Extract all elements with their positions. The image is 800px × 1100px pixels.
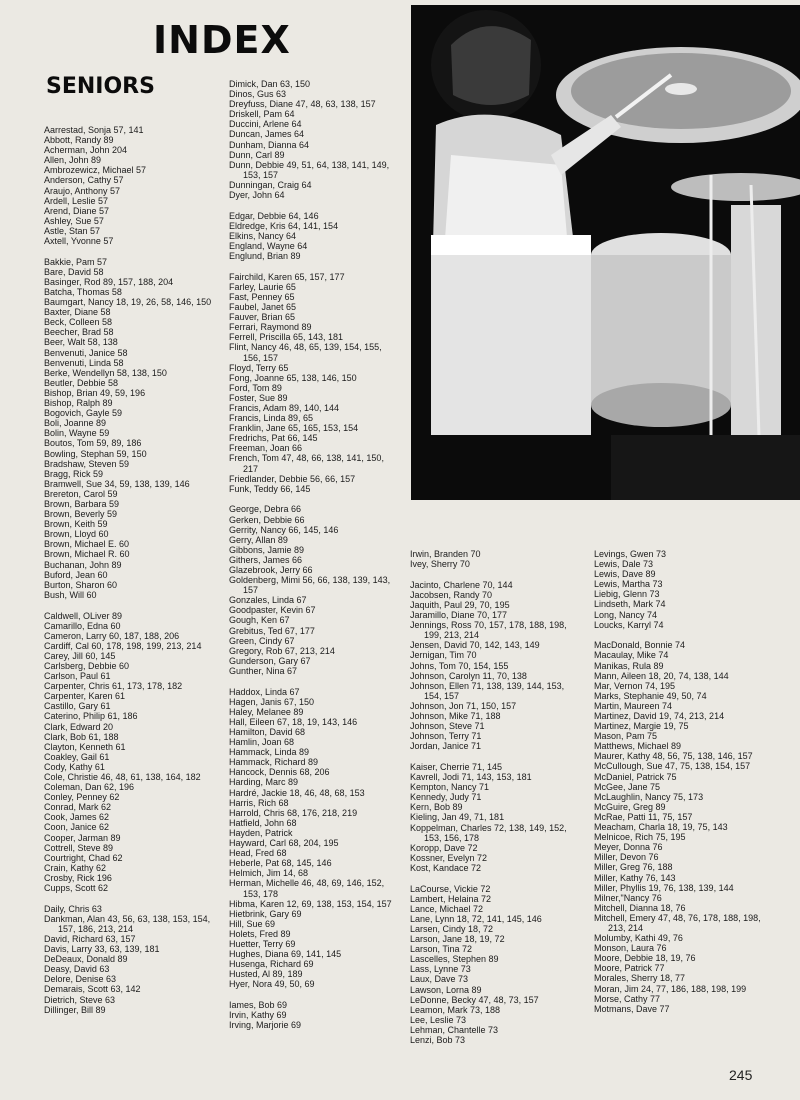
index-entry: Baumgart, Nancy 18, 19, 26, 58, 146, 150 xyxy=(44,297,212,308)
index-entry: Mason, Pam 75 xyxy=(594,731,658,742)
index-entry: Hayward, Carl 68, 204, 195 xyxy=(229,838,339,849)
index-entry: Jennings, Ross 70, 157, 178, 188, 198, 199, 213, 214 xyxy=(410,620,567,641)
index-entry: Miller, Phyllis 19, 76, 138, 139, 144 xyxy=(594,882,734,893)
index-entry: Koppelman, Charles 72, 138, 149, 152, 153, 156, 178 xyxy=(410,822,567,843)
index-entry: DeDeaux, Donald 89 xyxy=(44,954,128,965)
index-entry: LaCourse, Vickie 72 xyxy=(410,883,491,894)
index-entry: Lindseth, Mark 74 xyxy=(594,599,666,610)
index-entry: Goodpaster, Kevin 67 xyxy=(229,605,316,616)
index-entry: Kieling, Jan 49, 71, 181 xyxy=(410,812,505,823)
index-entry: Brown, Beverly 59 xyxy=(44,509,118,520)
index-entry: Dillinger, Bill 89 xyxy=(44,1004,106,1015)
index-entry: Dunningan, Craig 64 xyxy=(229,179,312,190)
index-column-4 xyxy=(594,549,766,1014)
letter-group-gap xyxy=(594,630,766,641)
index-entry: Gerry, Allan 89 xyxy=(229,534,288,545)
letter-group-gap xyxy=(410,569,580,580)
index-entry: Liebig, Glenn 73 xyxy=(594,589,660,600)
index-entry: Hayden, Patrick xyxy=(229,827,293,838)
index-entry: Crain, Kathy 62 xyxy=(44,862,107,873)
index-entry: Johnson, Carolyn 11, 70, 138 xyxy=(410,670,527,681)
index-entry: McGee, Jane 75 xyxy=(594,781,661,792)
index-entry: McRae, Patti 11, 75, 157 xyxy=(594,811,693,822)
index-entry: Anderson, Cathy 57 xyxy=(44,175,124,186)
index-entry: Cooper, Jarman 89 xyxy=(44,832,121,843)
index-entry: LeDonne, Becky 47, 48, 73, 157 xyxy=(410,994,539,1005)
index-entry: Acherman, John 204 xyxy=(44,145,128,156)
index-entry: Kaiser, Cherrie 71, 145 xyxy=(410,761,503,772)
index-entry: Hancock, Dennis 68, 206 xyxy=(229,767,330,778)
index-entry: Bradshaw, Steven 59 xyxy=(44,458,130,469)
index-entry: Delore, Denise 63 xyxy=(44,974,117,985)
index-entry: Berke, Wendellyn 58, 138, 150 xyxy=(44,367,167,378)
index-entry: Aarrestad, Sonja 57, 141 xyxy=(44,125,144,135)
index-entry: Foster, Sue 89 xyxy=(229,392,288,403)
letter-group-gap xyxy=(44,600,216,611)
index-entry: Hietbrink, Gary 69 xyxy=(229,908,302,919)
index-entry: Ferrari, Raymond 89 xyxy=(229,322,312,333)
index-entry: Lascelles, Stephen 89 xyxy=(410,954,499,965)
index-entry: Camarillo, Edna 60 xyxy=(44,620,121,631)
index-entry: Kost, Kandace 72 xyxy=(410,862,482,873)
index-entry: Macaulay, Mike 74 xyxy=(594,650,669,661)
letter-group-gap xyxy=(410,751,580,762)
index-entry: Cupps, Scott 62 xyxy=(44,883,109,894)
index-entry: Hill, Sue 69 xyxy=(229,918,276,929)
index-entry: Lambert, Helaina 72 xyxy=(410,893,492,904)
index-entry: Ford, Tom 89 xyxy=(229,382,282,393)
index-entry: Conrad, Mark 62 xyxy=(44,802,112,813)
index-entry: Fredrichs, Pat 66, 145 xyxy=(229,433,318,444)
index-entry: Batcha, Thomas 58 xyxy=(44,287,122,297)
index-entry: Lance, Michael 72 xyxy=(410,903,484,914)
index-entry: Irvin, Kathy 69 xyxy=(229,1010,287,1021)
index-entry: Johnson, Jon 71, 150, 157 xyxy=(410,700,517,711)
index-entry: Bramwell, Sue 34, 59, 138, 139, 146 xyxy=(44,478,190,489)
index-entry: Dietrich, Steve 63 xyxy=(44,994,116,1005)
letter-group-gap xyxy=(229,200,401,211)
index-entry: Hughes, Diana 69, 141, 145 xyxy=(229,949,342,960)
index-entry: Miller, Greg 76, 188 xyxy=(594,862,673,873)
index-entry: Bragg, Rick 59 xyxy=(44,468,104,479)
page-title: INDEX xyxy=(153,18,291,62)
letter-group-gap xyxy=(229,494,401,505)
index-entry: Faubel, Janet 65 xyxy=(229,302,297,313)
index-entry: French, Tom 47, 48, 66, 138, 141, 150, 217 xyxy=(229,453,384,474)
letter-group-gap xyxy=(229,261,401,272)
index-entry: Hagen, Janis 67, 150 xyxy=(229,696,315,707)
index-entry: Araujo, Anthony 57 xyxy=(44,185,121,196)
index-entry: Bush, Will 60 xyxy=(44,589,97,600)
index-entry: Beutler, Debbie 58 xyxy=(44,377,119,388)
index-entry: Mar, Vernon 74, 195 xyxy=(594,680,676,691)
index-entry: Englund, Brian 89 xyxy=(229,251,301,262)
index-entry: Melnicoe, Rich 75, 195 xyxy=(594,832,686,843)
index-entry: Larsen, Cindy 18, 72 xyxy=(410,923,494,934)
index-entry: Irwin, Branden 70 xyxy=(410,549,481,559)
index-entry: Clayton, Kenneth 61 xyxy=(44,741,126,752)
index-column-2 xyxy=(229,79,401,1030)
index-entry: Clark, Bob 61, 188 xyxy=(44,731,119,742)
index-entry: Brown, Keith 59 xyxy=(44,519,108,530)
index-entry: Caldwell, OLiver 89 xyxy=(44,610,123,621)
index-entry: Lass, Lynne 73 xyxy=(410,964,471,975)
index-entry: Levings, Gwen 73 xyxy=(594,549,667,559)
index-entry: Meyer, Donna 76 xyxy=(594,842,663,853)
index-entry: Fauver, Brian 65 xyxy=(229,312,296,323)
index-entry: Friedlander, Debbie 56, 66, 157 xyxy=(229,473,356,484)
index-entry: Loucks, Karryl 74 xyxy=(594,619,664,630)
index-entry: Duncan, James 64 xyxy=(229,129,305,140)
index-entry: Milner,"Nancy 76 xyxy=(594,892,662,903)
index-entry: MacDonald, Bonnie 74 xyxy=(594,640,686,651)
letter-group-gap xyxy=(44,246,216,257)
index-entry: Floyd, Terry 65 xyxy=(229,362,289,373)
index-entry: Courtright, Chad 62 xyxy=(44,852,123,863)
index-entry: Carlson, Paul 61 xyxy=(44,671,111,682)
index-entry: Lehman, Chantelle 73 xyxy=(410,1024,499,1035)
index-entry: Dunham, Dianna 64 xyxy=(229,139,310,150)
index-entry: Jensen, David 70, 142, 143, 149 xyxy=(410,640,540,651)
index-entry: Lee, Leslie 73 xyxy=(410,1014,467,1025)
index-entry: Bowling, Stephan 59, 150 xyxy=(44,448,147,459)
index-entry: Conley, Penney 62 xyxy=(44,792,120,803)
index-entry: Crosby, Rick 196 xyxy=(44,872,112,883)
index-entry: Benvenuti, Janice 58 xyxy=(44,347,128,358)
drummer-photo xyxy=(411,5,800,500)
index-entry: Bishop, Ralph 89 xyxy=(44,398,113,409)
index-entry: Basinger, Rod 89, 157, 188, 204 xyxy=(44,276,174,287)
index-entry: Beer, Walt 58, 138 xyxy=(44,337,118,348)
index-entry: Carlsberg, Debbie 60 xyxy=(44,660,130,671)
index-entry: Elkins, Nancy 64 xyxy=(229,230,297,241)
index-entry: Lawson, Lorna 89 xyxy=(410,984,482,995)
index-entry: Ivey, Sherry 70 xyxy=(410,559,470,570)
index-entry: Buford, Jean 60 xyxy=(44,569,108,580)
index-entry: Hammack, Linda 89 xyxy=(229,747,310,758)
index-entry: Arend, Diane 57 xyxy=(44,205,110,216)
index-entry: Beecher, Brad 58 xyxy=(44,327,114,338)
index-entry: Huetter, Terry 69 xyxy=(229,938,296,949)
index-entry: Deasy, David 63 xyxy=(44,964,110,975)
index-entry: Burton, Sharon 60 xyxy=(44,579,118,590)
index-entry: Coleman, Dan 62, 196 xyxy=(44,782,135,793)
index-entry: Caterino, Philip 61, 186 xyxy=(44,711,138,722)
index-entry: Marks, Stephanie 49, 50, 74 xyxy=(594,690,707,701)
index-entry: Harding, Marc 89 xyxy=(229,777,299,788)
index-entry: Allen, John 89 xyxy=(44,155,102,166)
index-entry: Fairchild, Karen 65, 157, 177 xyxy=(229,271,345,282)
index-entry: Jaramillo, Diane 70, 177 xyxy=(410,610,508,621)
index-entry: Coakley, Gail 61 xyxy=(44,751,110,762)
index-entry: Bogovich, Gayle 59 xyxy=(44,408,123,419)
index-entry: Jaquith, Paul 29, 70, 195 xyxy=(410,599,510,610)
index-entry: Monson, Laura 76 xyxy=(594,943,667,954)
index-entry: Haddox, Linda 67 xyxy=(229,686,300,697)
index-entry: Beck, Colleen 58 xyxy=(44,317,113,328)
index-entry: Haley, Melanee 89 xyxy=(229,706,304,717)
index-entry: Manikas, Rula 89 xyxy=(594,660,664,671)
index-entry: Larson, Jane 18, 19, 72 xyxy=(410,934,505,945)
index-entry: Johns, Tom 70, 154, 155 xyxy=(410,660,509,671)
index-entry: Brereton, Carol 59 xyxy=(44,488,118,499)
index-entry: Castillo, Gary 61 xyxy=(44,701,111,712)
letter-group-gap xyxy=(44,893,216,904)
index-column-1 xyxy=(44,125,216,1015)
index-entry: Heberle, Pat 68, 145, 146 xyxy=(229,858,332,869)
index-entry: Clark, Edward 20 xyxy=(44,721,114,732)
index-entry: Boutos, Tom 59, 89, 186 xyxy=(44,438,142,449)
index-entry: Jacinto, Charlene 70, 144 xyxy=(410,579,513,590)
index-entry: Baxter, Diane 58 xyxy=(44,307,111,318)
index-entry: Hall, Eileen 67, 18, 19, 143, 146 xyxy=(229,716,358,727)
index-entry: Ferrell, Priscilla 65, 143, 181 xyxy=(229,332,344,343)
index-entry: Maurer, Kathy 48, 56, 75, 138, 146, 157 xyxy=(594,751,753,762)
index-entry: Bishop, Brian 49, 59, 196 xyxy=(44,387,146,398)
index-entry: Franklin, Jane 65, 165, 153, 154 xyxy=(229,423,359,434)
index-entry: Dimick, Dan 63, 150 xyxy=(229,79,311,89)
index-entry: Gerrity, Nancy 66, 145, 146 xyxy=(229,524,339,535)
index-entry: Ambrozewicz, Michael 57 xyxy=(44,165,147,176)
index-entry: Bolin, Wayne 59 xyxy=(44,428,110,439)
index-entry: Francis, Adam 89, 140, 144 xyxy=(229,403,340,413)
index-entry: Hyer, Nora 49, 50, 69 xyxy=(229,979,315,990)
index-entry: Flint, Nancy 46, 48, 65, 139, 154, 155, 156, 157 xyxy=(229,342,382,363)
index-entry: Hamlin, Joan 68 xyxy=(229,737,295,748)
index-entry: McCullough, Sue 47, 75, 138, 154, 157 xyxy=(594,761,751,772)
index-entry: Dunn, Carl 89 xyxy=(229,149,285,160)
index-entry: Jordan, Janice 71 xyxy=(410,741,482,752)
index-entry: Kossner, Evelyn 72 xyxy=(410,852,488,863)
index-entry: Funk, Teddy 66, 145 xyxy=(229,483,311,494)
page-number: 245 xyxy=(729,1067,753,1083)
index-entry: England, Wayne 64 xyxy=(229,241,308,251)
index-entry: Gunderson, Gary 67 xyxy=(229,655,311,666)
index-entry: Mitchell, Dianna 18, 76 xyxy=(594,902,686,913)
index-entry: Moran, Jim 24, 77, 186, 188, 198, 199 xyxy=(594,983,747,994)
index-entry: Laux, Dave 73 xyxy=(410,974,469,985)
index-entry: Mann, Aileen 18, 20, 74, 138, 144 xyxy=(594,670,729,681)
index-entry: Cody, Kathy 61 xyxy=(44,761,105,772)
index-entry: Gonzales, Linda 67 xyxy=(229,595,307,606)
index-entry: Hibma, Karen 12, 69, 138, 153, 154, 157 xyxy=(229,898,392,909)
index-entry: Lewis, Dale 73 xyxy=(594,559,654,570)
index-entry: David, Richard 63, 157 xyxy=(44,934,136,944)
letter-group-gap xyxy=(229,676,401,687)
index-entry: Iames, Bob 69 xyxy=(229,1000,288,1011)
index-entry: Bakkie, Pam 57 xyxy=(44,256,108,267)
index-entry: Cook, James 62 xyxy=(44,812,110,823)
index-entry: Githers, James 66 xyxy=(229,554,303,565)
index-entry: Carey, Jill 60, 145 xyxy=(44,650,116,661)
index-entry: Ardell, Leslie 57 xyxy=(44,195,109,206)
index-entry: Moore, Debbie 18, 19, 76 xyxy=(594,953,696,964)
index-entry: Dinos, Gus 63 xyxy=(229,89,287,100)
index-entry: Morales, Sherry 18, 77 xyxy=(594,973,686,984)
index-entry: Molumby, Kathi 49, 76 xyxy=(594,933,683,944)
index-entry: Martin, Maureen 74 xyxy=(594,700,673,711)
index-entry: Demarais, Scott 63, 142 xyxy=(44,984,141,995)
index-entry: Hammack, Richard 89 xyxy=(229,757,319,768)
index-entry: Meacham, Charla 18, 19, 75, 143 xyxy=(594,822,728,833)
index-entry: Lewis, Dave 89 xyxy=(594,569,656,580)
index-entry: Duccini, Arlene 64 xyxy=(229,119,302,130)
index-entry: Abbott, Randy 89 xyxy=(44,135,114,146)
index-entry: Bare, David 58 xyxy=(44,266,104,277)
index-entry: Koropp, Dave 72 xyxy=(410,842,478,853)
index-entry: Glazebrook, Jerry 66 xyxy=(229,565,313,575)
index-entry: Gough, Ken 67 xyxy=(229,615,290,626)
index-entry: Coon, Janice 62 xyxy=(44,822,110,833)
index-entry: Lenzi, Bob 73 xyxy=(410,1035,466,1045)
index-entry: Miller, Devon 76 xyxy=(594,852,659,863)
index-entry: Dankman, Alan 43, 56, 63, 138, 153, 154, 157, 186, 213, 214 xyxy=(44,913,211,934)
index-entry: Johnson, Ellen 71, 138, 139, 144, 153, 154, 157 xyxy=(410,680,565,701)
index-entry: Husted, Al 89, 189 xyxy=(229,969,303,980)
index-entry: Cardiff, Cal 60, 178, 198, 199, 213, 214 xyxy=(44,640,202,651)
index-entry: Astle, Stan 57 xyxy=(44,225,101,236)
index-entry: Miller, Kathy 76, 143 xyxy=(594,872,676,883)
index-entry: Davis, Larry 33, 63, 139, 181 xyxy=(44,944,160,955)
index-entry: Herman, Michelle 46, 48, 69, 146, 152, 153, 178 xyxy=(229,878,385,899)
index-entry: Kern, Bob 89 xyxy=(410,802,463,813)
index-entry: Eldredge, Kris 64, 141, 154 xyxy=(229,220,339,231)
section-heading-seniors: SENIORS xyxy=(46,74,155,99)
index-entry: Cameron, Larry 60, 187, 188, 206 xyxy=(44,630,180,641)
index-entry: Irving, Marjorie 69 xyxy=(229,1020,302,1031)
index-entry: Boli, Joanne 89 xyxy=(44,418,107,429)
index-entry: Hatfield, John 68 xyxy=(229,817,297,828)
index-entry: Gibbons, Jamie 89 xyxy=(229,544,305,555)
index-entry: Harrold, Chris 68, 176, 218, 219 xyxy=(229,807,358,818)
index-entry: Moore, Patrick 77 xyxy=(594,963,665,974)
index-entry: Head, Fred 68 xyxy=(229,848,287,859)
index-entry: Kavrell, Jodi 71, 143, 153, 181 xyxy=(410,772,532,783)
index-entry: Larson, Tina 72 xyxy=(410,944,473,955)
index-entry: Morse, Cathy 77 xyxy=(594,993,661,1004)
index-entry: Hardré, Jackie 18, 46, 48, 68, 153 xyxy=(229,787,365,798)
index-entry: Gregory, Rob 67, 213, 214 xyxy=(229,645,335,656)
index-entry: George, Debra 66 xyxy=(229,504,302,515)
index-entry: McDaniel, Patrick 75 xyxy=(594,771,677,782)
index-entry: Jacobsen, Randy 70 xyxy=(410,589,493,600)
index-column-3 xyxy=(410,549,580,1045)
index-entry: Goldenberg, Mimi 56, 66, 138, 139, 143, 157 xyxy=(229,575,391,596)
index-entry: Gunther, Nina 67 xyxy=(229,665,298,676)
index-entry: Kennedy, Judy 71 xyxy=(410,792,482,803)
index-entry: Freeman, Joan 66 xyxy=(229,443,303,454)
index-entry: Husenga, Richard 69 xyxy=(229,959,314,970)
index-entry: Brown, Michael R. 60 xyxy=(44,549,130,560)
index-entry: Matthews, Michael 89 xyxy=(594,741,682,752)
index-entry: Lewis, Martha 73 xyxy=(594,579,663,590)
index-entry: Johnson, Mike 71, 188 xyxy=(410,711,501,721)
index-entry: Helmich, Jim 14, 68 xyxy=(229,868,309,879)
index-entry: Martinez, David 19, 74, 213, 214 xyxy=(594,711,725,721)
index-entry: Carpenter, Chris 61, 173, 178, 182 xyxy=(44,681,183,692)
index-entry: Martinez, Margie 19, 75 xyxy=(594,721,689,732)
index-entry: Gerken, Debbie 66 xyxy=(229,514,305,525)
index-entry: Kempton, Nancy 71 xyxy=(410,782,490,793)
index-entry: McLaughlin, Nancy 75, 173 xyxy=(594,791,704,802)
index-entry: Long, Nancy 74 xyxy=(594,609,658,620)
index-entry: Edgar, Debbie 64, 146 xyxy=(229,210,319,221)
index-entry: Fong, Joanne 65, 138, 146, 150 xyxy=(229,372,357,383)
letter-group-gap xyxy=(410,873,580,884)
index-entry: Brown, Michael E. 60 xyxy=(44,539,130,550)
index-entry: Benvenuti, Linda 58 xyxy=(44,357,124,368)
letter-group-gap xyxy=(229,989,401,1000)
drummer-photo-illustration xyxy=(411,5,800,500)
index-entry: Farley, Laurie 65 xyxy=(229,281,296,292)
index-entry: Hamilton, David 68 xyxy=(229,727,306,737)
index-entry: Daily, Chris 63 xyxy=(44,903,102,914)
index-entry: Cole, Christie 46, 48, 61, 138, 164, 182 xyxy=(44,772,201,782)
index-entry: Buchanan, John 89 xyxy=(44,559,122,570)
index-entry: Harris, Rich 68 xyxy=(229,797,289,808)
index-entry: McGuire, Greg 89 xyxy=(594,801,666,812)
index-entry: Lane, Lynn 18, 72, 141, 145, 146 xyxy=(410,913,542,924)
index-entry: Dreyfuss, Diane 47, 48, 63, 138, 157 xyxy=(229,99,376,110)
index-entry: Brown, Barbara 59 xyxy=(44,498,120,509)
index-entry: Johnson, Steve 71 xyxy=(410,721,485,732)
index-entry: Brown, Lloyd 60 xyxy=(44,529,109,540)
index-entry: Axtell, Yvonne 57 xyxy=(44,236,114,247)
index-entry: Grebitus, Ted 67, 177 xyxy=(229,625,315,636)
index-entry: Holets, Fred 89 xyxy=(229,928,291,939)
index-entry: Cottrell, Steve 89 xyxy=(44,842,114,853)
index-entry: Dyer, John 64 xyxy=(229,190,285,201)
index-entry: Green, Cindy 67 xyxy=(229,635,295,646)
index-entry: Francis, Linda 89, 65 xyxy=(229,413,314,424)
index-entry: Motmans, Dave 77 xyxy=(594,1003,670,1014)
index-entry: Mitchell, Emery 47, 48, 76, 178, 188, 198, 213, 214 xyxy=(594,912,761,933)
index-entry: Jernigan, Tim 70 xyxy=(410,650,477,661)
index-entry: Dunn, Debbie 49, 51, 64, 138, 141, 149, 153, 157 xyxy=(229,159,390,180)
index-entry: Carpenter, Karen 61 xyxy=(44,691,126,702)
index-entry: Fast, Penney 65 xyxy=(229,291,295,302)
index-entry: Johnson, Terry 71 xyxy=(410,731,482,742)
index-entry: Driskell, Pam 64 xyxy=(229,109,295,120)
index-entry: Leamon, Mark 73, 188 xyxy=(410,1004,501,1015)
index-entry: Ashley, Sue 57 xyxy=(44,215,104,226)
